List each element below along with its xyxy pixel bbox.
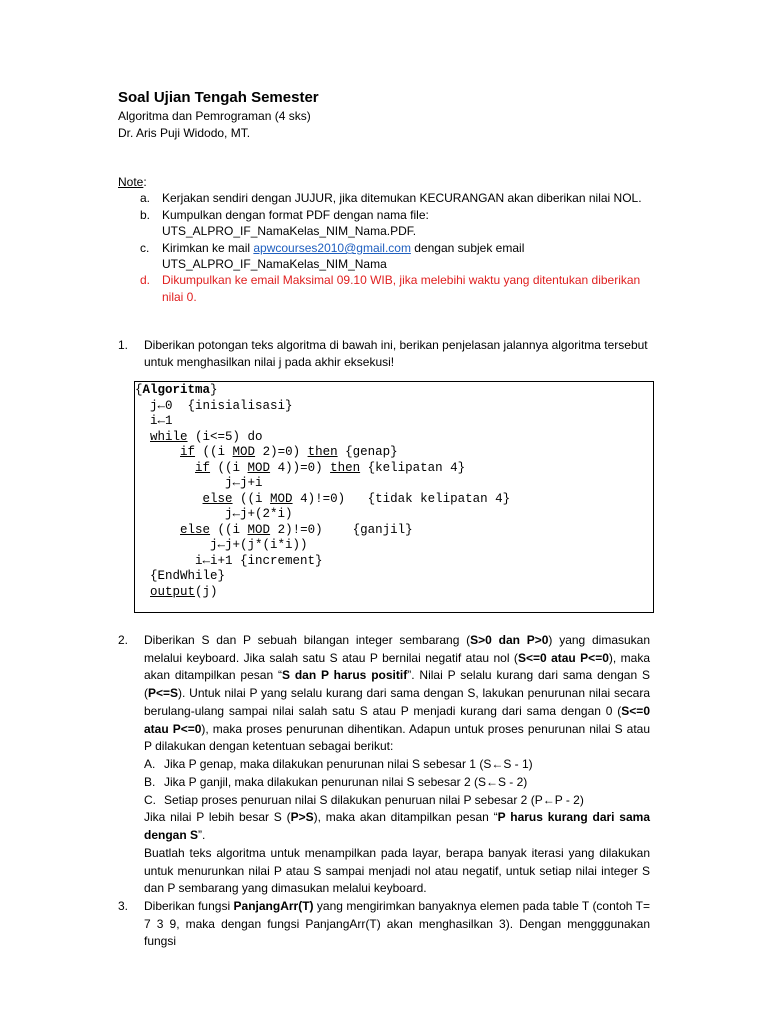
q2-task: Buatlah teks algoritma untuk menampilkan pada layar, berapa banyak iterasi yang dilakukan untuk menurunkan nilai P atau S sampai menjadi nol atau negatif, untuk setiap nilai integer S dan P sembarang yang dimasukan melalui keyboard.	[144, 846, 650, 896]
note-label: Note	[118, 175, 144, 189]
q2-a-text: Jika P genap, maka dilakukan penurunan nilai S sebesar 1 (S←S - 1)	[164, 757, 533, 771]
note-d-text: Dikumpulkan ke email Maksimal 09.10 WIB, jika melebihi waktu yang ditentukan diberikan	[162, 273, 641, 287]
q3-number: 3.	[118, 899, 129, 913]
q2-c-text: Setiap proses penuruan nilai S dilakukan penuruan nilai P sebesar 2 (P←P - 2)	[164, 793, 584, 807]
q2-condition: Jika nilai P lebih besar S (P>S), maka akan ditampilkan pesan “P harus kurang dari sama dengan S”.	[144, 810, 650, 842]
q1-number: 1.	[118, 338, 129, 352]
code-line: if ((i MOD 2)=0) then {genap}	[180, 445, 398, 459]
algorithm-code	[135, 383, 653, 600]
q2-c-marker: C.	[144, 793, 156, 807]
q2-a-marker: A.	[144, 757, 156, 771]
note-b-filename: UTS_ALPRO_IF_NamaKelas_NIM_Nama.PDF.	[162, 224, 417, 238]
code-line: if ((i MOD 4))=0) then {kelipatan 4}	[195, 460, 466, 475]
code-line: j←0 {inisialisasi}	[135, 398, 293, 413]
q2-number: 2.	[118, 633, 129, 647]
note-b-text: Kumpulkan dengan format PDF dengan nama file:	[162, 208, 429, 222]
note-a-marker: a.	[140, 191, 151, 205]
code-line: output(j)	[150, 584, 218, 599]
email-link[interactable]: apwcourses2010@gmail.com	[253, 241, 411, 255]
algorithm-code-box	[134, 381, 654, 613]
note-d-marker: d.	[140, 273, 151, 287]
exam-title: Soal Ujian Tengah Semester	[118, 89, 319, 106]
code-line: i←i+1 {increment}	[135, 553, 323, 568]
code-line: {Algoritma}	[135, 383, 218, 397]
note-b-marker: b.	[140, 208, 151, 222]
note-c-marker: c.	[140, 241, 150, 255]
code-line: j←j+i	[135, 476, 263, 490]
note-heading	[118, 174, 147, 190]
q1-text: Diberikan potongan teks algoritma di bawah ini, berikan penjelasan jalannya algoritma tersebut	[144, 338, 648, 352]
q2-paragraph: Diberikan S dan P sebuah bilangan integer sembarang (S>0 dan P>0) yang dimasukan melalui keyboard. Jika salah satu S atau P bernilai negatif atau nol (S<=0 atau P<=0), maka akan ditampilkan pesan “S dan P harus positif”. Nilai P selalu kurang dari sama dengan S (P<=S). Untuk nilai P yang selalu kurang dari sama dengan S, lakukan penurunan nilai secara berulang-ulang sampai nilai salah satu S atau P menjadi kurang dari sama dengan 0 (S<=0 atau P<=0), maka proses penurunan dihentikan. Adapun untuk proses penurunan nilai S atau P dilakukan dengan ketentuan sebagai berikut:	[144, 633, 651, 754]
code-line: j←j+(2*i)	[135, 507, 293, 521]
course-name: Algoritma dan Pemrograman (4 sks)	[118, 109, 311, 123]
note-colon: :	[143, 175, 147, 189]
q1-text-cont: untuk menghasilkan nilai j pada akhir eksekusi!	[144, 355, 395, 369]
note-d-text-cont: nilai 0.	[162, 290, 197, 304]
code-line: i←1	[135, 414, 173, 428]
note-c-pre: Kirimkan ke mail	[162, 241, 254, 255]
code-line: j←j+(j*(i*i))	[135, 538, 308, 552]
note-c-subject: UTS_ALPRO_IF_NamaKelas_NIM_Nama	[162, 257, 387, 271]
note-a-text: Kerjakan sendiri dengan JUJUR, jika ditemukan KECURANGAN akan diberikan nilai NOL.	[162, 191, 642, 205]
code-line: {EndWhile}	[135, 569, 226, 583]
note-c-text	[162, 240, 524, 256]
q2-b-marker: B.	[144, 775, 156, 789]
q3-paragraph: Diberikan fungsi PanjangArr(T) yang mengirimkan banyaknya elemen pada table T (contoh T= 7 3 9, maka dengan fungsi PanjangArr(T) akan menghasilkan 3). Dengan mengggunakan fungsi	[144, 899, 650, 949]
code-line: while (i<=5) do	[150, 429, 263, 444]
code-line: else ((i MOD 2)!=0) {ganjil}	[180, 522, 413, 537]
lecturer-name: Dr. Aris Puji Widodo, MT.	[118, 126, 251, 140]
note-c-post: dengan subjek email	[410, 241, 525, 255]
code-line: else ((i MOD 4)!=0) {tidak kelipatan 4}	[202, 491, 511, 506]
q2-b-text: Jika P ganjil, maka dilakukan penurunan nilai S sebesar 2 (S←S - 2)	[164, 775, 528, 789]
